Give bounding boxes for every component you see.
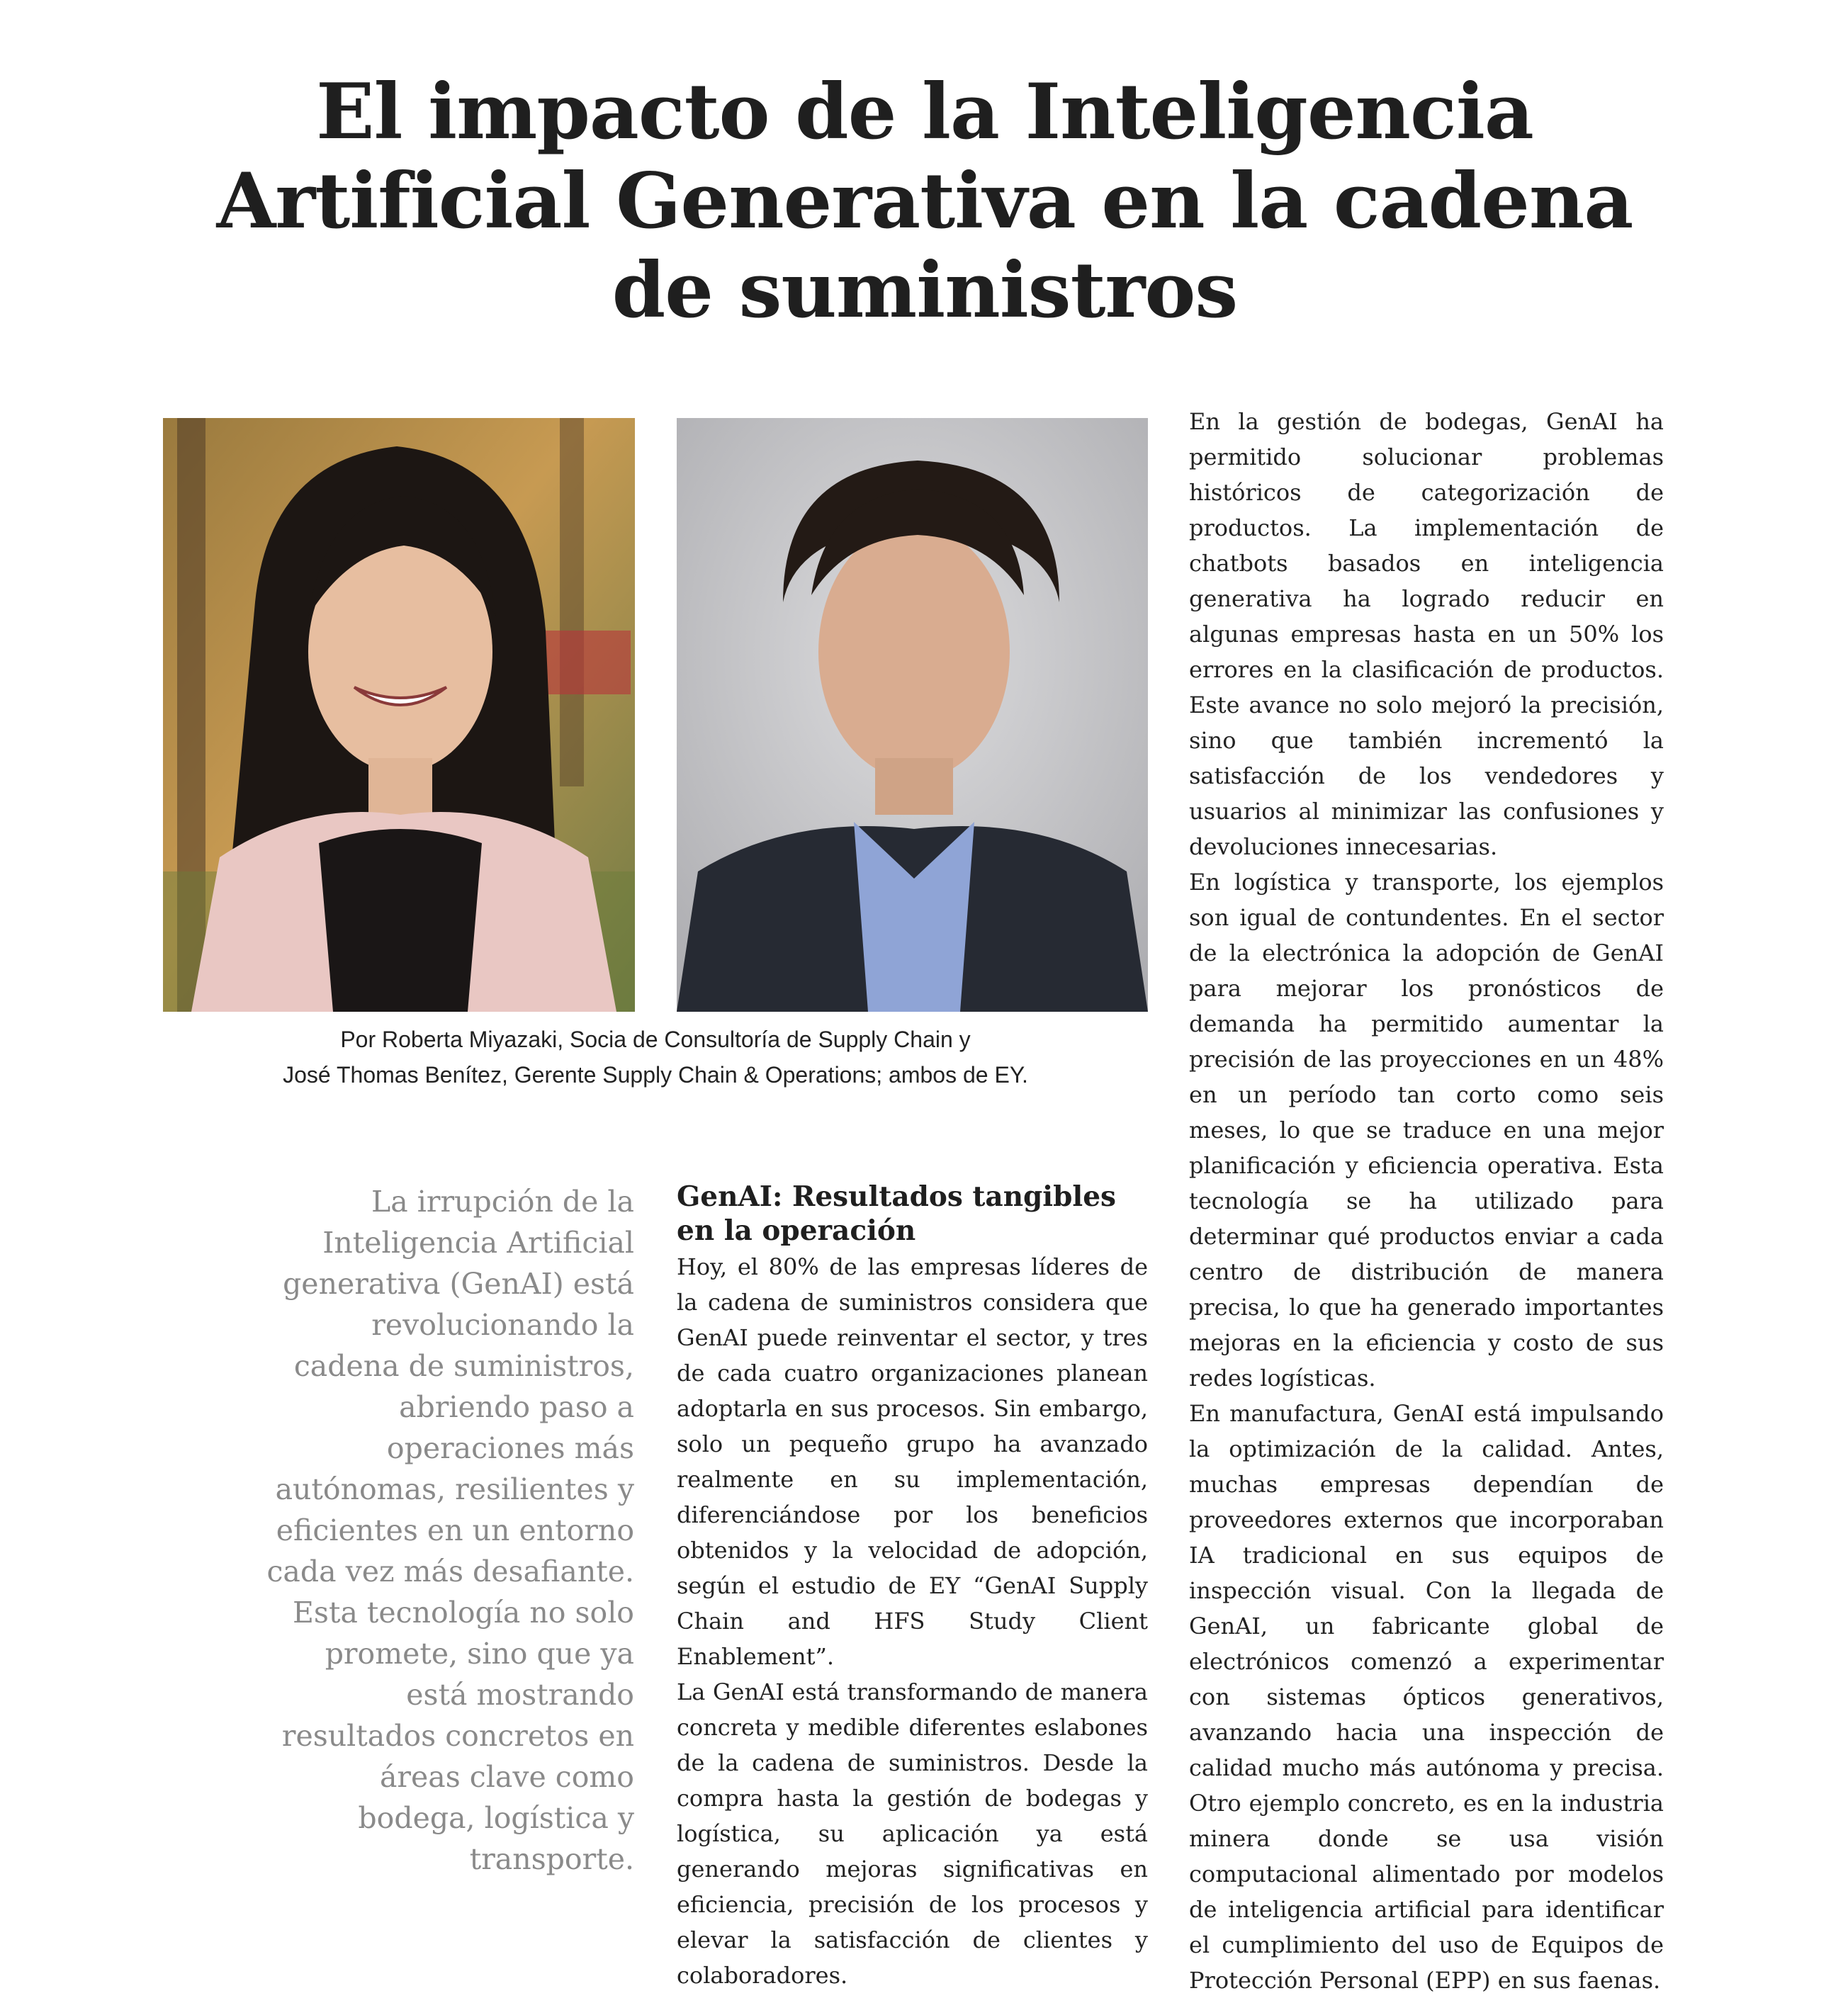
caption-line-1: Por Roberta Miyazaki, Socia de Consultoría de Supply Chain y — [340, 1027, 971, 1052]
section-paragraph-2: La GenAI está transformando de manera concreta y medible diferentes eslabones de la cadena de suministros. Desde la compra hasta la gestión de bodegas y logística, su aplicación ya está generando mejoras significativas en eficiencia, precisión de los procesos y elevar la satisfacción de clientes y colaboradores. — [677, 1678, 1148, 1989]
caption-line-2: José Thomas Benítez, Gerente Supply Chain & Operations; ambos de EY. — [283, 1062, 1028, 1088]
headline-line-3: de suministros — [612, 246, 1238, 335]
photo-caption — [163, 1022, 1148, 1093]
lede-pull-quote: La irrupción de la Inteligencia Artificial generativa (GenAI) está revolucionando la cadena de suministros, abriendo paso a operaciones más autónomas, resilientes y eficientes en un entorno cada vez más desafiante. Esta tecnología no solo promete, sino que ya está mostrando resultados concretos en áreas clave como bodega, logística y transporte. — [266, 1185, 634, 1876]
right-paragraph-1: En la gestión de bodegas, GenAI ha permitido solucionar problemas históricos de categorización de productos. La implementación de chatbots basados en inteligencia generativa ha logrado reducir en algunas empresas hasta en un 50% los errores en la clasificación de productos. Este avance no solo mejoró la precisión, sino que también incrementó la satisfacción de los vendedores y usuarios al minimizar las confusiones y devoluciones innecesarias. — [1189, 408, 1664, 860]
headline-line-2: Artificial Generativa en la cadena — [216, 157, 1633, 246]
right-column — [1189, 404, 1664, 1998]
section-subhead: GenAI: Resultados tangibles en la operación — [677, 1180, 1116, 1247]
portrait-woman-image — [163, 418, 635, 1012]
author-photo-2 — [677, 418, 1148, 1012]
article-headline — [163, 67, 1686, 335]
right-paragraph-2: En logística y transporte, los ejemplos son igual de contundentes. En el sector de la electrónica la adopción de GenAI para mejorar los pronósticos de demanda ha permitido aumentar la precisión de las proyecciones en un 48% en un período tan corto como seis meses, lo que se traduce en una mejor planificación y eficiencia operativa. Esta tecnología se ha utilizado para determinar qué productos enviar a cada centro de distribución de manera precisa, lo que ha generado importantes mejoras en la eficiencia y costo de sus redes logísticas. — [1189, 869, 1664, 1392]
headline-line-1: El impacto de la Inteligencia — [316, 67, 1533, 157]
right-paragraph-3: En manufactura, GenAI está impulsando la optimización de la calidad. Antes, muchas empresas dependían de proveedores externos que incorporaban IA tradicional en sus equipos de inspección visual. Con la llegada de GenAI, un fabricante global de electrónicos comenzó a experimentar con sistemas ópticos generativos, avanzando hacia una inspección de calidad mucho más autónoma y precisa. Otro ejemplo concreto, es en la industria minera donde se usa visión computacional alimentado por modelos de inteligencia artificial para identificar el cumplimiento del uso de Equipos de Protección Personal (EPP) en sus faenas. — [1189, 1400, 1664, 1994]
section-paragraph-1: Hoy, el 80% de las empresas líderes de la cadena de suministros considera que GenAI puede reinventar el sector, y tres de cada cuatro organizaciones planean adoptarla en sus procesos. Sin embargo, solo un pequeño grupo ha avanzado realmente en su implementación, diferenciándose por los beneficios obtenidos y la velocidad de adopción, según el estudio de EY “GenAI Supply Chain and HFS Study Client Enablement”. — [677, 1253, 1148, 1670]
portrait-man-image — [677, 418, 1148, 1012]
author-photo-1 — [163, 418, 635, 1012]
section-column — [677, 1180, 1148, 1993]
